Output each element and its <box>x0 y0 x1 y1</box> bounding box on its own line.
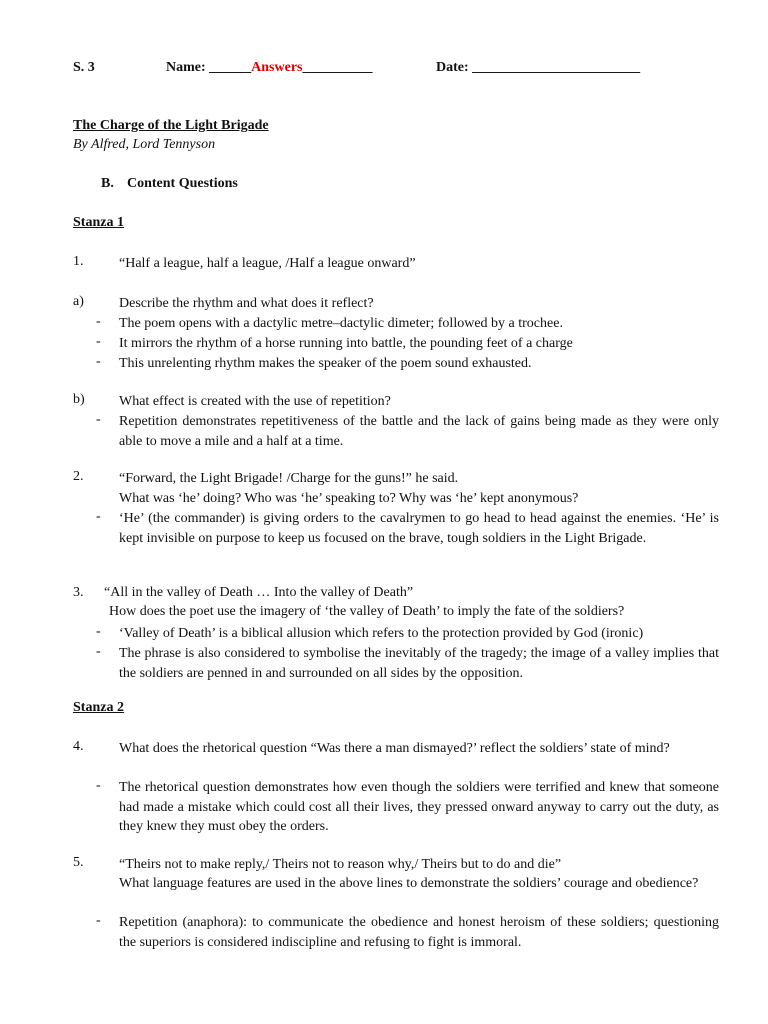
q1b-answer-1: Repetition demonstrates repetitiveness of the battle and the lack of gains being made as they were only able to move a mile and a half at a time. <box>119 414 719 449</box>
stanza-1-heading: Stanza 1 <box>73 215 124 230</box>
q2-question: What was ‘he’ doing? Who was ‘he’ speaking to? Why was ‘he’ kept anonymous? <box>119 491 579 506</box>
bullet-dash: - <box>96 778 101 793</box>
q1b-question: What effect is created with the use of repetition? <box>119 394 391 409</box>
name-value: Answers <box>251 60 303 75</box>
name-tail: __________ <box>302 60 373 75</box>
q3-question: How does the poet use the imagery of ‘the valley of Death’ to imply the fate of the soldiers? <box>109 604 625 619</box>
q1a-label: a) <box>73 294 84 309</box>
bullet-dash: - <box>96 624 101 639</box>
q2-quote: “Forward, the Light Brigade! /Charge for the guns!” he said. <box>119 471 459 486</box>
bullet-dash: - <box>96 334 101 349</box>
section-marker: B. <box>101 176 114 191</box>
bullet-dash: - <box>96 314 101 329</box>
date-line: Date: ________________________ <box>436 60 641 75</box>
q1-number: 1. <box>73 254 84 269</box>
page-title: The Charge of the Light Brigade <box>73 118 269 133</box>
q4-answer-1: The rhetorical question demonstrates how even though the soldiers were terrified and knew that someone had made a mistake which could cost all their lives, they pressed onward anyway to carry out the duty, as they knew they must obey the orders. <box>119 780 719 834</box>
class-label: S. 3 <box>73 60 95 75</box>
q3-answer-1: ‘Valley of Death’ is a biblical allusion which refers to the protection provided by God (ironic) <box>119 626 644 641</box>
bullet-dash: - <box>96 412 101 427</box>
q1a-answer-1: The poem opens with a dactylic metre–dactylic dimeter; followed by a trochee. <box>119 316 563 331</box>
name-line <box>166 60 373 76</box>
q2-number: 2. <box>73 469 84 484</box>
section-heading: Content Questions <box>127 176 238 191</box>
name-label: Name: ______ <box>166 60 252 75</box>
q4-number: 4. <box>73 739 84 754</box>
q5-quote: “Theirs not to make reply,/ Theirs not to reason why,/ Theirs but to do and die” <box>119 857 562 872</box>
bullet-dash: - <box>96 509 101 524</box>
stanza-2-heading: Stanza 2 <box>73 700 124 715</box>
bullet-dash: - <box>96 913 101 928</box>
q5-answer-1: Repetition (anaphora): to communicate the obedience and honest heroism of these soldiers; questioning the superiors is considered indiscipline and refusing to fight is immoral. <box>119 915 719 950</box>
q3-answer-2: The phrase is also considered to symbolise the inevitably of the tragedy; the image of a valley implies that the soldiers are penned in and surrounded on all sides by the opposition. <box>119 646 719 681</box>
q1a-answer-3: This unrelenting rhythm makes the speaker of the poem sound exhausted. <box>119 356 532 371</box>
q1-quote: “Half a league, half a league, /Half a league onward” <box>119 256 416 271</box>
q4-question: What does the rhetorical question “Was there a man dismayed?’ reflect the soldiers’ state of mind? <box>119 741 670 756</box>
bullet-dash: - <box>96 644 101 659</box>
q5-number: 5. <box>73 855 84 870</box>
author-line: By Alfred, Lord Tennyson <box>73 137 216 152</box>
q1a-question: Describe the rhythm and what does it reflect? <box>119 296 374 311</box>
q5-question: What language features are used in the above lines to demonstrate the soldiers’ courage and obedience? <box>119 876 699 891</box>
q1b-label: b) <box>73 392 85 407</box>
bullet-dash: - <box>96 354 101 369</box>
q2-answer-1: ‘He’ (the commander) is giving orders to the cavalrymen to go head to head against the enemies. ‘He’ is kept invisible on purpose to keep us focused on the brave, tough soldiers in the Light Brigade. <box>119 511 719 546</box>
q3-quote: “All in the valley of Death … Into the valley of Death” <box>104 585 414 600</box>
q1a-answer-2: It mirrors the rhythm of a horse running into battle, the pounding feet of a charge <box>119 336 573 351</box>
q3-number: 3. <box>73 585 84 600</box>
